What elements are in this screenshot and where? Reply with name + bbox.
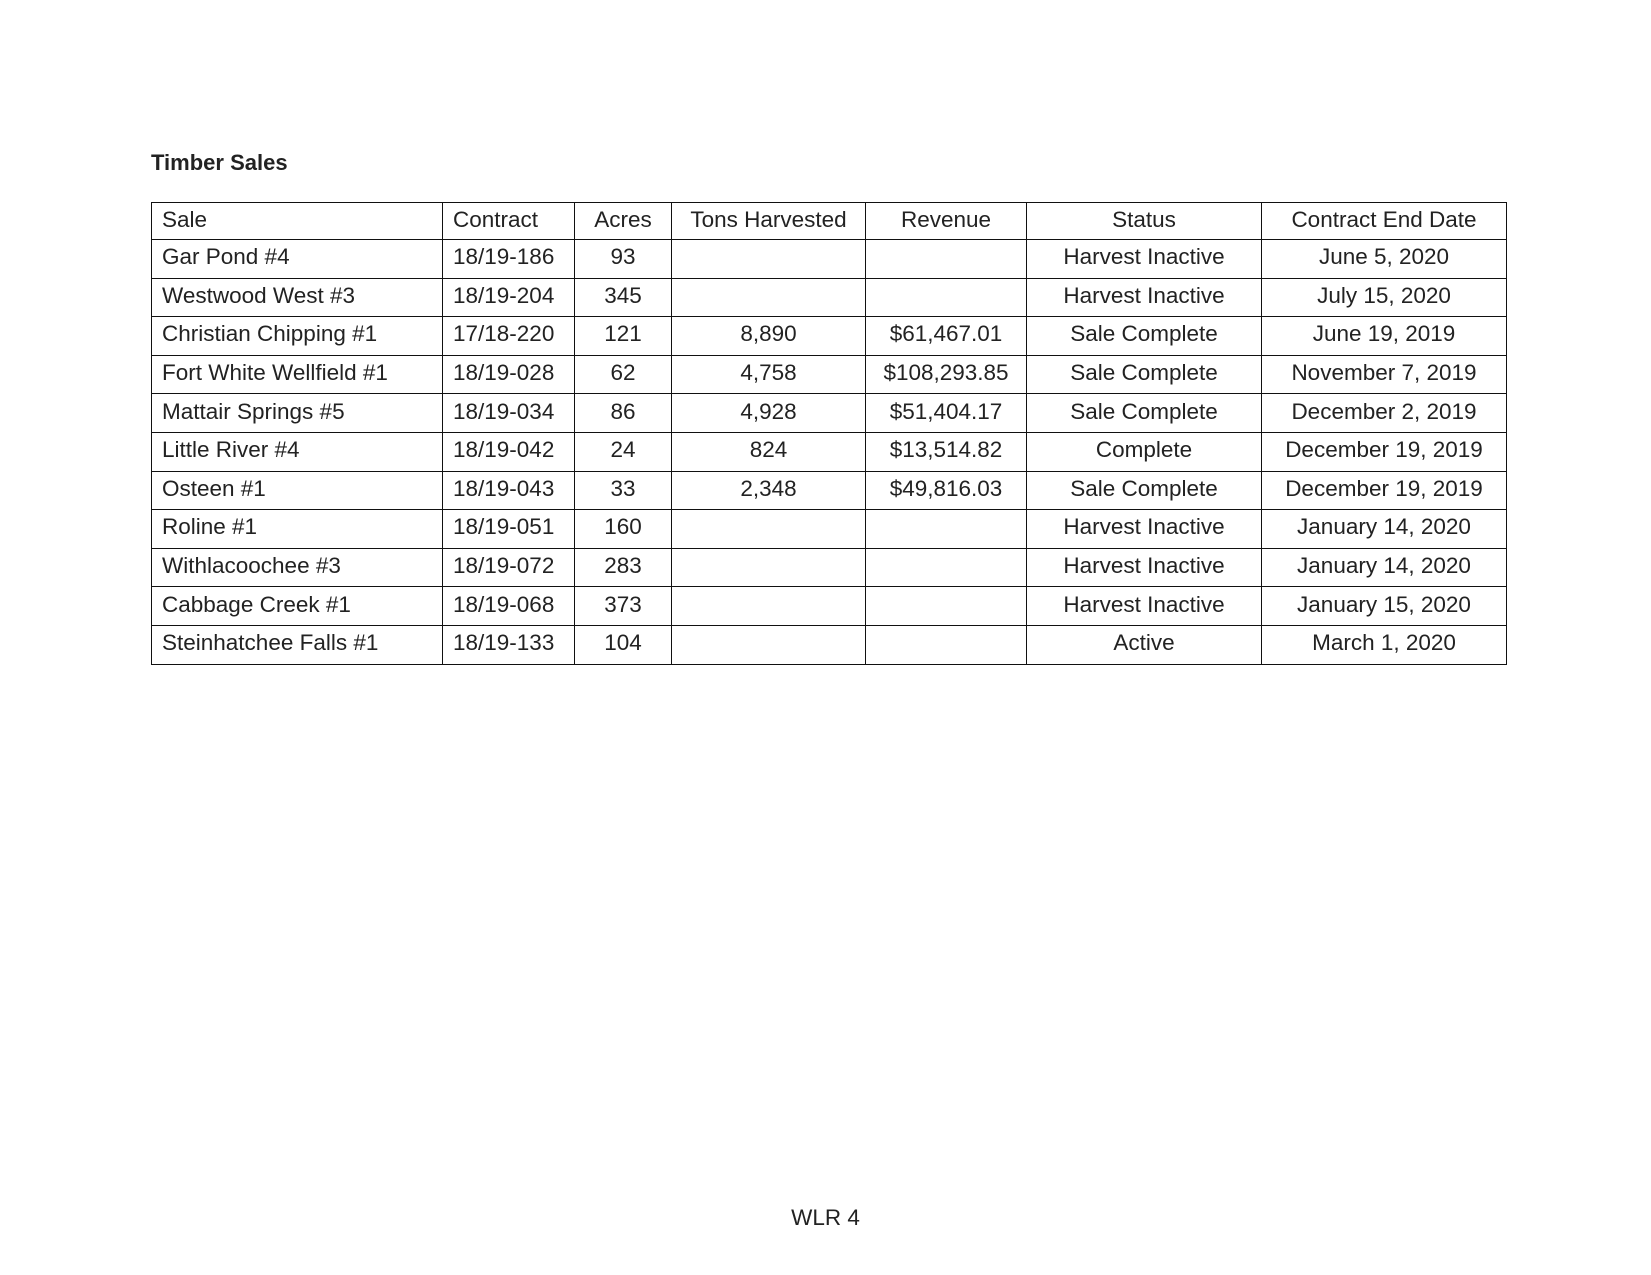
header-contract: Contract <box>443 203 575 240</box>
cell-tons-harvested: 4,758 <box>672 355 866 394</box>
cell-tons-harvested: 8,890 <box>672 317 866 356</box>
cell-contract: 18/19-043 <box>443 471 575 510</box>
table-row <box>152 625 1507 664</box>
cell-revenue <box>866 548 1027 587</box>
header-revenue: Revenue <box>866 203 1027 240</box>
cell-contract-end-date: January 14, 2020 <box>1262 510 1507 549</box>
header-status: Status <box>1027 203 1262 240</box>
table-row <box>152 355 1507 394</box>
table-body <box>152 240 1507 665</box>
table-row <box>152 510 1507 549</box>
cell-acres: 24 <box>575 432 672 471</box>
cell-tons-harvested <box>672 587 866 626</box>
cell-sale: Osteen #1 <box>152 471 443 510</box>
cell-acres: 86 <box>575 394 672 433</box>
cell-contract-end-date: June 19, 2019 <box>1262 317 1507 356</box>
cell-tons-harvested <box>672 510 866 549</box>
cell-revenue <box>866 510 1027 549</box>
cell-tons-harvested <box>672 625 866 664</box>
cell-revenue: $61,467.01 <box>866 317 1027 356</box>
cell-status: Active <box>1027 625 1262 664</box>
cell-acres: 62 <box>575 355 672 394</box>
page-footer: WLR 4 <box>791 1205 860 1230</box>
cell-status: Complete <box>1027 432 1262 471</box>
cell-contract: 18/19-042 <box>443 432 575 471</box>
cell-sale: Steinhatchee Falls #1 <box>152 625 443 664</box>
table-header-row <box>152 203 1507 240</box>
cell-sale: Westwood West #3 <box>152 278 443 317</box>
cell-contract: 18/19-034 <box>443 394 575 433</box>
cell-revenue: $51,404.17 <box>866 394 1027 433</box>
cell-contract-end-date: January 14, 2020 <box>1262 548 1507 587</box>
cell-tons-harvested: 4,928 <box>672 394 866 433</box>
cell-contract-end-date: June 5, 2020 <box>1262 240 1507 279</box>
cell-status: Harvest Inactive <box>1027 510 1262 549</box>
cell-status: Harvest Inactive <box>1027 240 1262 279</box>
cell-contract-end-date: March 1, 2020 <box>1262 625 1507 664</box>
cell-acres: 345 <box>575 278 672 317</box>
cell-contract: 18/19-204 <box>443 278 575 317</box>
cell-tons-harvested: 824 <box>672 432 866 471</box>
page-title: Timber Sales <box>151 150 288 175</box>
cell-contract-end-date: January 15, 2020 <box>1262 587 1507 626</box>
cell-contract-end-date: November 7, 2019 <box>1262 355 1507 394</box>
cell-acres: 373 <box>575 587 672 626</box>
cell-contract-end-date: December 19, 2019 <box>1262 432 1507 471</box>
table-row <box>152 471 1507 510</box>
cell-contract-end-date: December 2, 2019 <box>1262 394 1507 433</box>
cell-contract: 18/19-028 <box>443 355 575 394</box>
cell-acres: 93 <box>575 240 672 279</box>
cell-status: Sale Complete <box>1027 355 1262 394</box>
cell-revenue: $13,514.82 <box>866 432 1027 471</box>
table-row <box>152 278 1507 317</box>
cell-sale: Withlacoochee #3 <box>152 548 443 587</box>
cell-acres: 33 <box>575 471 672 510</box>
header-contract-end-date: Contract End Date <box>1262 203 1507 240</box>
cell-tons-harvested: 2,348 <box>672 471 866 510</box>
table-row <box>152 394 1507 433</box>
table-row <box>152 548 1507 587</box>
cell-status: Harvest Inactive <box>1027 587 1262 626</box>
cell-contract-end-date: July 15, 2020 <box>1262 278 1507 317</box>
cell-contract: 18/19-186 <box>443 240 575 279</box>
cell-contract: 18/19-068 <box>443 587 575 626</box>
cell-acres: 104 <box>575 625 672 664</box>
cell-status: Sale Complete <box>1027 317 1262 356</box>
timber-sales-table <box>151 202 1507 665</box>
table-row <box>152 240 1507 279</box>
table-row <box>152 587 1507 626</box>
cell-contract: 17/18-220 <box>443 317 575 356</box>
cell-acres: 283 <box>575 548 672 587</box>
table-row <box>152 432 1507 471</box>
cell-status: Sale Complete <box>1027 394 1262 433</box>
cell-acres: 160 <box>575 510 672 549</box>
header-acres: Acres <box>575 203 672 240</box>
table-row <box>152 317 1507 356</box>
cell-sale: Roline #1 <box>152 510 443 549</box>
cell-revenue: $108,293.85 <box>866 355 1027 394</box>
header-tons-harvested: Tons Harvested <box>672 203 866 240</box>
cell-tons-harvested <box>672 278 866 317</box>
cell-contract: 18/19-051 <box>443 510 575 549</box>
cell-sale: Little River #4 <box>152 432 443 471</box>
cell-revenue <box>866 625 1027 664</box>
header-sale: Sale <box>152 203 443 240</box>
cell-status: Sale Complete <box>1027 471 1262 510</box>
cell-contract: 18/19-072 <box>443 548 575 587</box>
cell-revenue <box>866 278 1027 317</box>
cell-revenue: $49,816.03 <box>866 471 1027 510</box>
cell-tons-harvested <box>672 240 866 279</box>
cell-revenue <box>866 587 1027 626</box>
cell-revenue <box>866 240 1027 279</box>
cell-status: Harvest Inactive <box>1027 278 1262 317</box>
cell-sale: Cabbage Creek #1 <box>152 587 443 626</box>
cell-sale: Fort White Wellfield #1 <box>152 355 443 394</box>
cell-acres: 121 <box>575 317 672 356</box>
cell-sale: Gar Pond #4 <box>152 240 443 279</box>
cell-status: Harvest Inactive <box>1027 548 1262 587</box>
cell-sale: Mattair Springs #5 <box>152 394 443 433</box>
cell-contract-end-date: December 19, 2019 <box>1262 471 1507 510</box>
cell-sale: Christian Chipping #1 <box>152 317 443 356</box>
cell-tons-harvested <box>672 548 866 587</box>
cell-contract: 18/19-133 <box>443 625 575 664</box>
